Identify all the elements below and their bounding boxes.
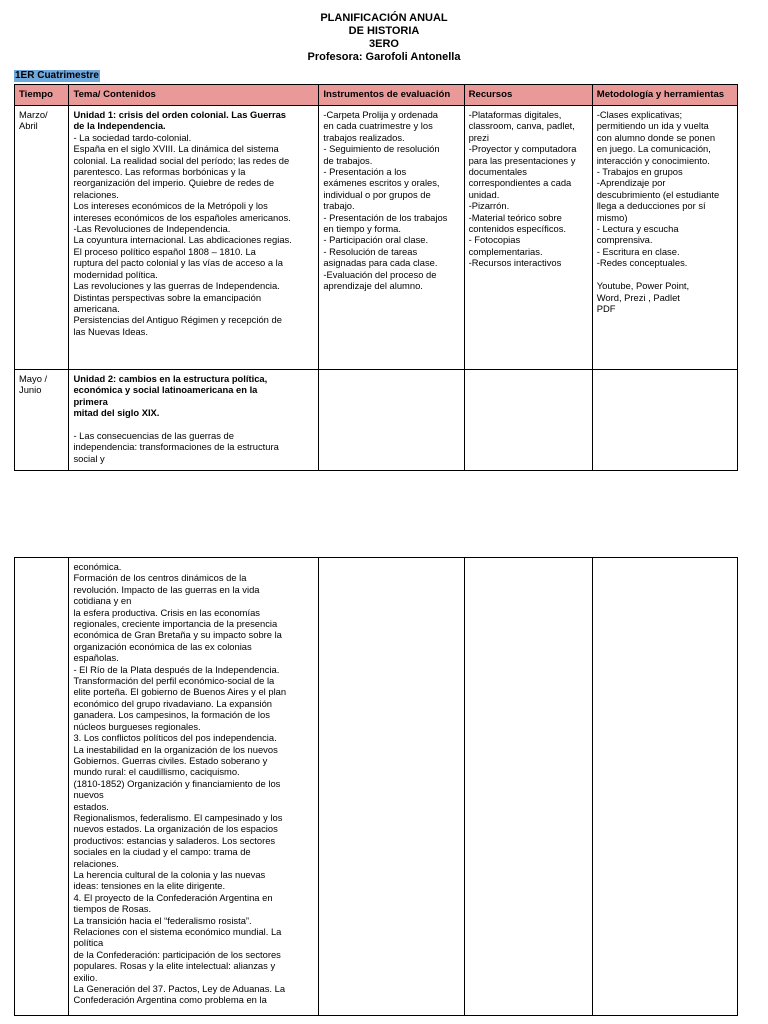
column-header-recursos: Recursos [464, 85, 592, 106]
evaluation-cell [319, 558, 464, 1016]
table-header-row [15, 85, 738, 106]
column-header-metodologia: Metodología y herramientas [592, 85, 737, 106]
methodology-cell [592, 558, 737, 1016]
time-cell: Mayo / Junio [15, 370, 69, 471]
table-row [15, 370, 738, 471]
unit-contents: - Las consecuencias de las guerras de independencia: transformaciones de la estructura social y [73, 430, 279, 464]
table-row [15, 106, 738, 370]
contents-cell [69, 370, 319, 471]
time-cell: Marzo/ Abril [15, 106, 69, 370]
table-row [15, 558, 738, 1016]
planning-table [14, 84, 738, 471]
unit-title: Unidad 2: cambios en la estructura política, económica y social latinoamericana en la primera mitad del siglo XIX. [73, 373, 268, 419]
column-header-evaluacion: Instrumentos de evaluación [319, 85, 464, 106]
methodology-cell: -Clases explicativas; permitiendo un ida y vuelta con alumno donde se ponen en juego. La comunicación, interacción y conocimiento. - Trabajos en grupos -Aprendizaje por descubrimiento (el estudiante llega a deducciones por sí mismo) - Lectura y escucha comprensiva. - Escritura en clase. -Redes conceptuales. Youtube, Power Point, Word, Prezi , Padlet PDF [592, 106, 737, 370]
resources-cell [464, 558, 592, 1016]
document-header [0, 12, 768, 64]
contents-cell [69, 106, 319, 370]
planning-table-continued [14, 557, 738, 1016]
resources-cell [464, 370, 592, 471]
methodology-cell [592, 370, 737, 471]
section-label: 1ER Cuatrimestre [15, 70, 99, 81]
unit-title: Unidad 1: crisis del orden colonial. Las Guerras de la Independencia. [73, 109, 287, 132]
evaluation-cell: -Carpeta Prolija y ordenada en cada cuatrimestre y los trabajos realizados. - Seguimiento de resolución de trabajos. - Presentación a los exámenes escritos y orales, individual o por grupos de trabajo. - Presentación de los trabajos en tiempo y forma. - Participación oral clase. - Resolución de tareas asignadas para cada clase. -Evaluación del proceso de aprendizaje del alumno. [319, 106, 464, 370]
title-line-1: PLANIFICACIÓN ANUAL [320, 12, 448, 24]
resources-cell: -Plataformas digitales, classroom, canva, padlet, prezi -Proyector y computadora para las presentaciones y documentales correspondientes a cada unidad. -Pizarrón. -Material teórico sobre contenidos específicos. - Fotocopias complementarias. -Recursos interactivos [464, 106, 592, 370]
unit-contents: - La sociedad tardo-colonial. España en el siglo XVIII. La dinámica del sistema colonial. La realidad social del período; las redes de parentesco. Las reformas borbónicas y la reorganización del imperio. Quiebre de redes de relaciones. Los intereses económicos de la Metrópoli y los intereses económicos de los españoles americanos. -Las Revoluciones de Independencia. La coyuntura internacional. Las abdicaciones regias. El proceso político español 1808 – 1810. La ruptura del pacto colonial y las vías de acceso a la modernidad política. Las revoluciones y las guerras de Independencia. Distintas perspectivas sobre la emancipación americana. Persistencias del Antiguo Régimen y recepción de las Nuevas Ideas. [73, 131, 292, 337]
contents-cell: económica. Formación de los centros dinámicos de la revolución. Impacto de las guerras en la vida cotidiana y en la esfera productiva. Crisis en las economías regionales, creciente importancia de la presencia económica de Gran Bretaña y su impacto sobre la organización económica de las ex colonias españolas. - El Río de la Plata después de la Independencia. Transformación del perfil económico-social de la elite porteña. El gobierno de Buenos Aires y el plan económico del grupo rivadaviano. La expansión ganadera. Los campesinos, la formación de los núcleos burgueses regionales. 3. Los conflictos políticos del pos independencia. La inestabilidad en la organización de los nuevos Gobiernos. Guerras civiles. Estado soberano y mundo rural: el caudillismo, caciquismo. (1810-1852) Organización y financiamiento de los nuevos estados. Regionalismos, federalismo. El campesinado y los nuevos estados. La organización de los espacios productivos: estancias y saladeros. Los sectores sociales en la ciudad y el campo: trama de relaciones. La herencia cultural de la colonia y las nuevas ideas: tensiones en la elite dirigente. 4. El proyecto de la Confederación Argentina en tiempos de Rosas. La transición hacia el “federalismo rosista”. Relaciones con el sistema económico mundial. La política de la Confederación: participación de los sectores populares. Rosas y la elite intelectual: alianzas y exilio. La Generación del 37. Pactos, Ley de Aduanas. La Confederación Argentina como problema en la [69, 558, 319, 1016]
title-line-2: DE HISTORIA [348, 25, 420, 37]
column-header-contenidos: Tema/ Contenidos [69, 85, 319, 106]
evaluation-cell [319, 370, 464, 471]
time-cell [15, 558, 69, 1016]
teacher-name: Profesora: Garofoli Antonella [307, 51, 461, 63]
title-line-3: 3ERO [369, 38, 399, 50]
column-header-tiempo: Tiempo [15, 85, 69, 106]
